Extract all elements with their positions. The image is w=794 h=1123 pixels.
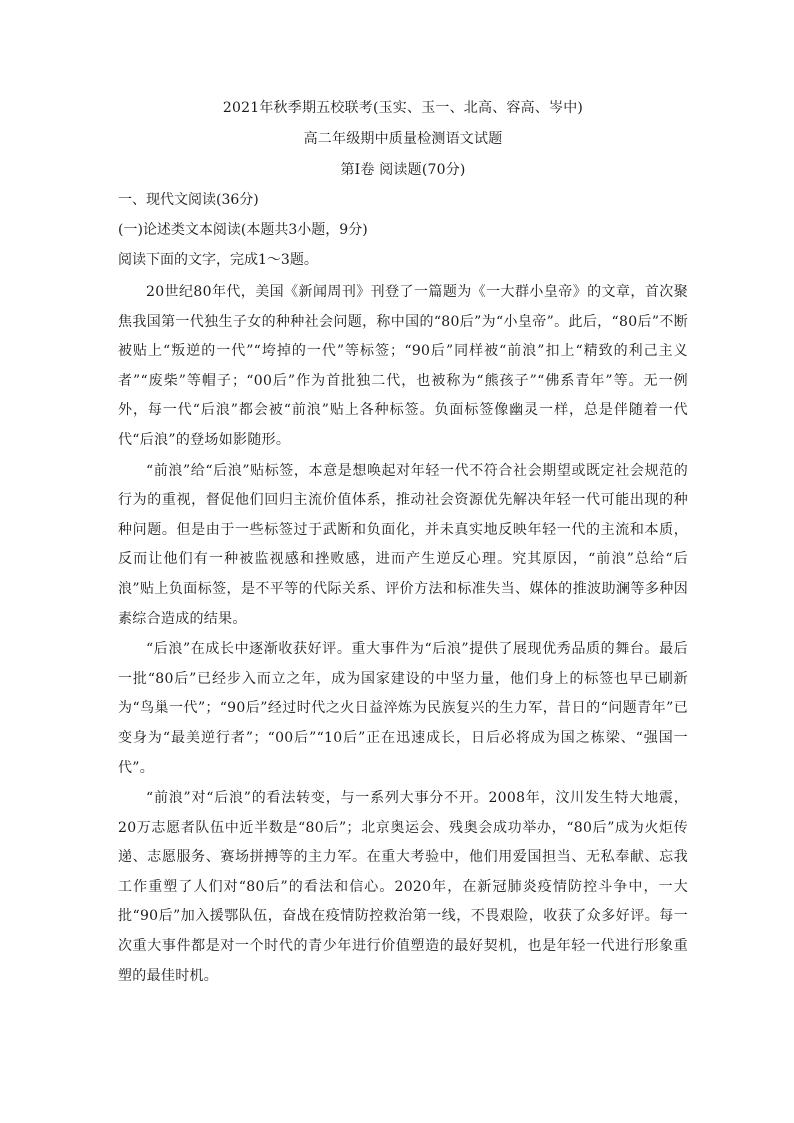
exam-volume-title: 第Ⅰ卷 阅读题(70分) [340, 162, 466, 178]
reading-instruction: 阅读下面的文字，完成1～3题。 [118, 252, 318, 268]
exam-page [118, 98, 688, 992]
passage-paragraph-3: “后浪”在成长中逐渐收获好评。重大事件为“后浪”提供了展现优秀品质的舞台。最后一批“80后”已经步入而立之年，成为国家建设的中坚力量，他们身上的标签也早已刷新为“鸟巢一代”；“90后”经过时代之火日益淬炼为民族复兴的生力军，昔日的“问题青年”已变身为“最美逆行者”；“00后”“10后”正在迅速成长，日后必将成为国之栋梁、“强国一代”。 [118, 641, 688, 776]
passage-paragraph-2: “前浪”给“后浪”贴标签，本意是想唤起对年轻一代不符合社会期望或既定社会规范的行为的重视，督促他们回归主流价值体系，推动社会资源优先解决年轻一代可能出现的种种问题。但是由于一些标签过于武断和负面化，并未真实地反映年轻一代的主流和本质，反而让他们有一种被监视感和挫败感，进而产生逆反心理。究其原因，“前浪”总给“后浪”贴上负面标签，是不平等的代际关系、评价方法和标准失当、媒体的推波助澜等多种因素综合造成的结果。 [118, 462, 688, 627]
passage-paragraph-1: 20世纪80年代，美国《新闻周刊》刊登了一篇题为《一大群小皇帝》的文章，首次聚焦我国第一代独生子女的种种社会问题，称中国的“80后”为“小皇帝”。此后，“80后”不断被贴上“叛逆的一代”“垮掉的一代”等标签；“90后”同样被“前浪”扣上“精致的利己主义者”“废柴”等帽子；“00后”作为首批独二代，也被称为“熊孩子”“佛系青年”等。无一例外，每一代“后浪”都会被“前浪”贴上各种标签。负面标签像幽灵一样，总是伴随着一代代“后浪”的登场如影随形。 [118, 284, 688, 448]
passage-paragraph-4: “前浪”对“后浪”的看法转变，与一系列大事分不开。2008年，汶川发生特大地震，20万志愿者队伍中近半数是“80后”；北京奥运会、残奥会成功举办，“80后”成为火炬传递、志愿服务、赛场拼搏等的主力军。在重大考验中，他们用爱国担当、无私奉献、忘我工作重塑了人们对“80后”的看法和信心。2020年，在新冠肺炎疫情防控斗争中，一大批“90后”加入援鄂队伍，奋战在疫情防控救治第一线，不畏艰险，收获了众多好评。每一次重大事件都是对一个时代的青少年进行价值塑造的最好契机，也是年轻一代进行形象重塑的最佳时机。 [118, 790, 688, 984]
subsection-heading: (一)论述类文本阅读(本题共3小题，9分) [118, 222, 368, 238]
section-heading: 一、现代文阅读(36分) [118, 192, 259, 208]
exam-title-schools: 2021年秋季期五校联考(玉实、玉一、北高、容高、岑中) [222, 100, 584, 116]
exam-title-grade: 高二年级期中质量检测语文试题 [303, 131, 503, 147]
